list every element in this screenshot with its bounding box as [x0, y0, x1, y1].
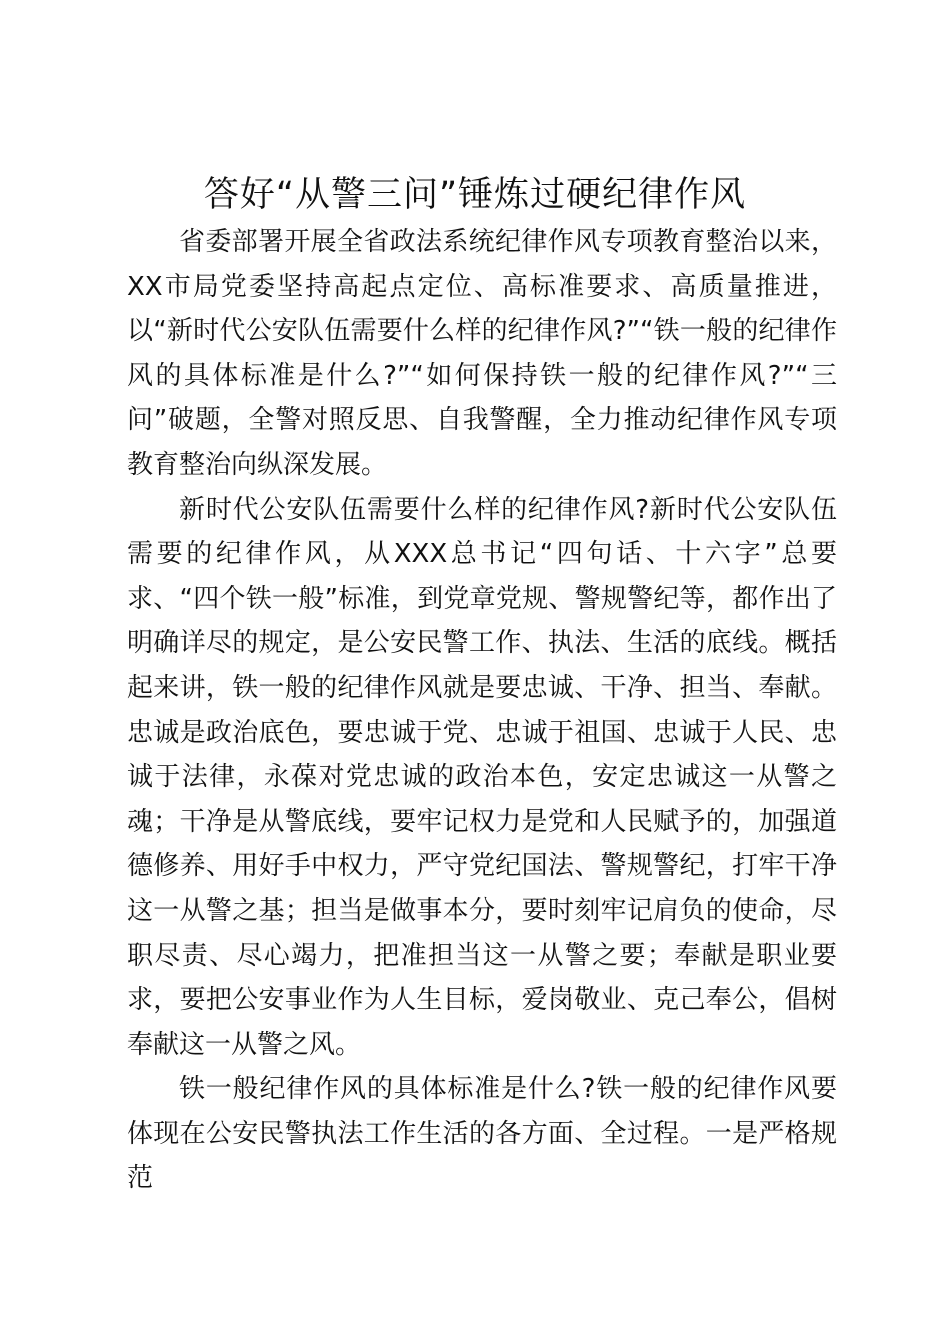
paragraph-2: 新时代公安队伍需要什么样的纪律作风?新时代公安队伍需要的纪律作风，从XXX总书记“四句话、十六字”总要求、“四个铁一般”标准，到党章党规、警规警纪等，都作出了明确详尽的规定，是公安民警工作、执法、生活的底线。概括起来讲，铁一般的纪律作风就是要忠诚、干净、担当、奉献。忠诚是政治底色，要忠诚于党、忠诚于祖国、忠诚于人民、忠诚于法律，永葆对党忠诚的政治本色，安定忠诚这一从警之魂；干净是从警底线，要牢记权力是党和人民赋予的，加强道德修养、用好手中权力，严守党纪国法、警规警纪，打牢干净这一从警之基；担当是做事本分，要时刻牢记肩负的使命，尽职尽责、尽心竭力，把准担当这一从警之要；奉献是职业要求，要把公安事业作为人生目标，爱岗敬业、克己奉公，倡树奉献这一从警之风。	[127, 494, 837, 1060]
paragraph-1: 省委部署开展全省政法系统纪律作风专项教育整治以来，XX市局党委坚持高起点定位、高标准要求、高质量推进，以“新时代公安队伍需要什么样的纪律作风?”“铁一般的纪律作风的具体标准是什么?”“如何保持铁一般的纪律作风?”“三问”破题，全警对照反思、自我警醒，全力推动纪律作风专项教育整治向纵深发展。	[127, 227, 837, 480]
document-title: 答好“从警三问”锤炼过硬纪律作风	[203, 175, 747, 215]
paragraph-3: 铁一般纪律作风的具体标准是什么?铁一般的纪律作风要体现在公安民警执法工作生活的各方面、全过程。一是严格规范	[127, 1074, 837, 1194]
document-body	[127, 220, 837, 1201]
